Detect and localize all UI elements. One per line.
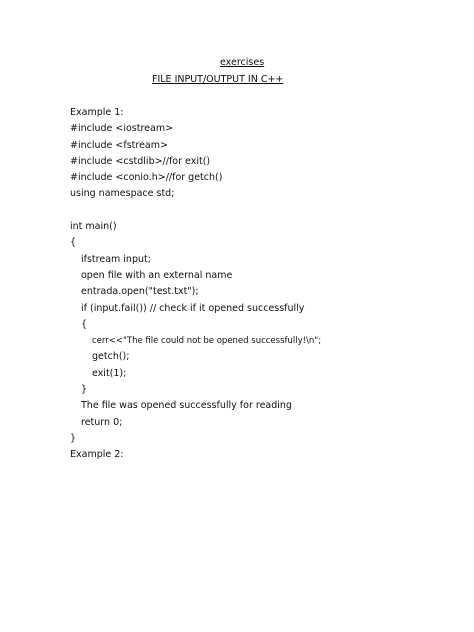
code-line: if (input.fail()) // check if it opened successfully [81, 302, 305, 314]
code-line: } [81, 384, 88, 396]
code-line: entrada.open("test.txt"); [81, 286, 199, 298]
document-subtitle [152, 74, 345, 86]
code-line: #include <cstdlib>//for exit() [70, 155, 211, 167]
code-line: return 0; [81, 416, 123, 428]
code-line: open file with an external name [81, 269, 233, 281]
code-line: #include <iostream> [70, 123, 174, 135]
code-line: int main() [70, 221, 117, 233]
code-line: #include <fstream> [70, 139, 168, 151]
code-line: { [70, 237, 77, 249]
code-line: using namespace std; [70, 188, 175, 200]
code-line: { [81, 318, 88, 330]
document-title: exercises [220, 57, 265, 68]
code-line: } [70, 432, 77, 444]
text-line: Example 1: [70, 107, 124, 118]
blank-line [70, 203, 450, 219]
code-line: exit(1); [92, 367, 127, 379]
code-line: ifstream input; [81, 253, 151, 265]
subtitle-underline-fill [283, 81, 345, 82]
code-line: cerr<<"The file could not be opened successfully!\n"; [92, 336, 322, 347]
code-line: The file was opened successfully for reading [81, 400, 292, 412]
text-line: Example 2: [70, 449, 124, 461]
code-listing [70, 105, 450, 464]
code-line: #include <conio.h>//for getch() [70, 172, 223, 184]
code-line: getch(); [92, 351, 130, 363]
document-subtitle-text: FILE INPUT/OUTPUT IN C++ [152, 74, 284, 85]
